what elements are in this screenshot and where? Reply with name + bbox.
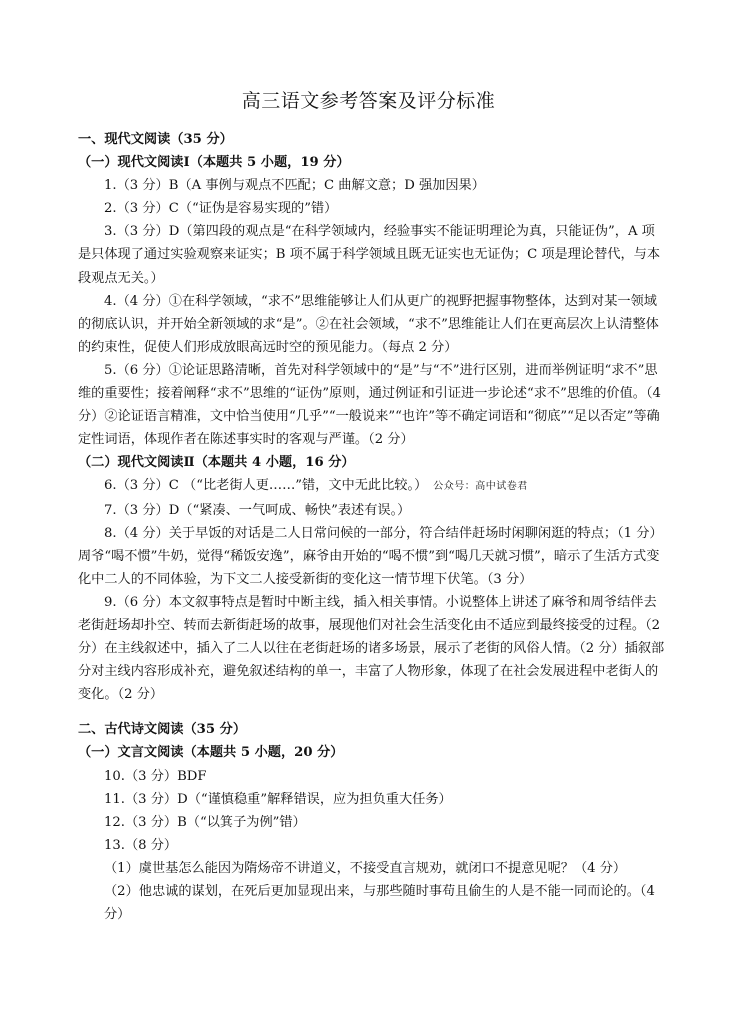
document-body: [78, 128, 668, 926]
answer-q8: 8.（4 分）关于早饭的对话是二人日常问候的一部分，符合结伴赶场时闲聊闲逛的特点；（1 分）周爷“喝不惯”牛奶，觉得“稀饭安逸”，麻爷由开始的“喝不惯”到“喝几天就习惯”，暗示了生活方式变化中二人的不同体验，为下文二人接受新街的变化这一情节埋下伏笔。（3 分）: [78, 525, 663, 587]
answer-q13-part2: （2）他忠诚的谋划，在死后更加显现出来，与那些随时事苟且偷生的人是不能一同而论的。（4 分）: [104, 884, 655, 923]
answer-q7: 7.（3 分）D（“紧凑、一气呵成、畅快”表述有误。）: [104, 502, 411, 518]
answer-q9: 9.（6 分）本文叙事特点是暂时中断主线，插入相关事情。小说整体上讲述了麻爷和周爷结伴去老街赶场却扑空、转而去新街赶场的故事，展现他们对社会生活变化由不适应到最终接受的过程。（2 分）在主线叙述中，插入了二人以往在老街赶场的诸多场景，展示了老街的风俗人情。（2 分）插叙部分对主线内容形成补充，避免叙述结构的单一，丰富了人物形象，体现了在社会发展进程中老街人的变化。（2 分）: [78, 594, 665, 703]
answer-q11: 11.（3 分）D（“谨慎稳重”解释错误，应为担负重大任务）: [104, 791, 452, 807]
section-gap: [78, 706, 668, 718]
answer-q3: 3.（3 分）D（第四段的观点是“在科学领域内，经验事实不能证明理论为真，只能证伪”，A 项是只体现了通过实验观察来证实；B 项不属于科学领域且既无证实也无证伪；C 项是理论替代，与本段观点无关。）: [78, 224, 661, 286]
answer-q2: 2.（3 分）C（“证伪是容易实现的”错）: [104, 201, 338, 217]
section-heading-modern-reading: 一、现代文阅读（35 分）: [78, 132, 233, 147]
answer-q4: 4.（4 分）①在科学领域，“求不”思维能够让人们从更广的视野把握事物整体，达到对某一领域的彻底认识，并开始全新领域的求“是”。②在社会领域，“求不”思维能让人们在更高层次上认清整体的约束性，促使人们形成放眼高远时空的预见能力。（每点 2 分）: [78, 293, 659, 355]
answer-q12: 12.（3 分）B（“以箕子为例”错）: [104, 814, 306, 830]
answer-q6-text: 6.（3 分）C （“比老街人更……”错，文中无此比较。）: [104, 478, 428, 494]
answer-q5: 5.（6 分）①论证思路清晰，首先对科学领域中的“是”与“不”进行区别，进而举例证明“求不”思维的重要性；接着阐释“求不”思维的“证伪”原则，通过例证和引证进一步论述“求不”思维的价值。（4 分）②论证语言精准，文中恰当使用“几乎”“一般说来”“也许”等不确定词语和“彻底”“足以否定”等确定性词语，体现作者在陈述事实时的客观与严谨。（2 分）: [78, 362, 661, 448]
subsection-heading-modern-reading-2: （二）现代文阅读Ⅱ（本题共 4 小题，16 分）: [78, 455, 355, 471]
document-title: 高三语文参考答案及评分标准: [241, 90, 496, 112]
answer-q10: 10.（3 分）BDF: [104, 768, 207, 784]
answer-q6: [78, 474, 668, 498]
section-heading-classical-reading: 二、古代诗文阅读（35 分）: [78, 722, 247, 738]
subsection-heading-classical-prose: （一）文言文阅读（本题共 5 小题，20 分）: [78, 745, 344, 761]
answer-q1: 1.（3 分）B（A 事例与观点不匹配；C 曲解文意；D 强加因果）: [104, 178, 485, 194]
subsection-heading-modern-reading-1: （一）现代文阅读Ⅰ（本题共 5 小题，19 分）: [78, 155, 350, 171]
answer-q13-part1: （1）虞世基怎么能因为隋炀帝不讲道义，不接受直言规劝，就闭口不提意见呢？（4 分）: [104, 860, 627, 876]
answer-q13: 13.（8 分）: [104, 837, 178, 853]
watermark-note: 公众号：高中试卷君: [433, 481, 528, 493]
